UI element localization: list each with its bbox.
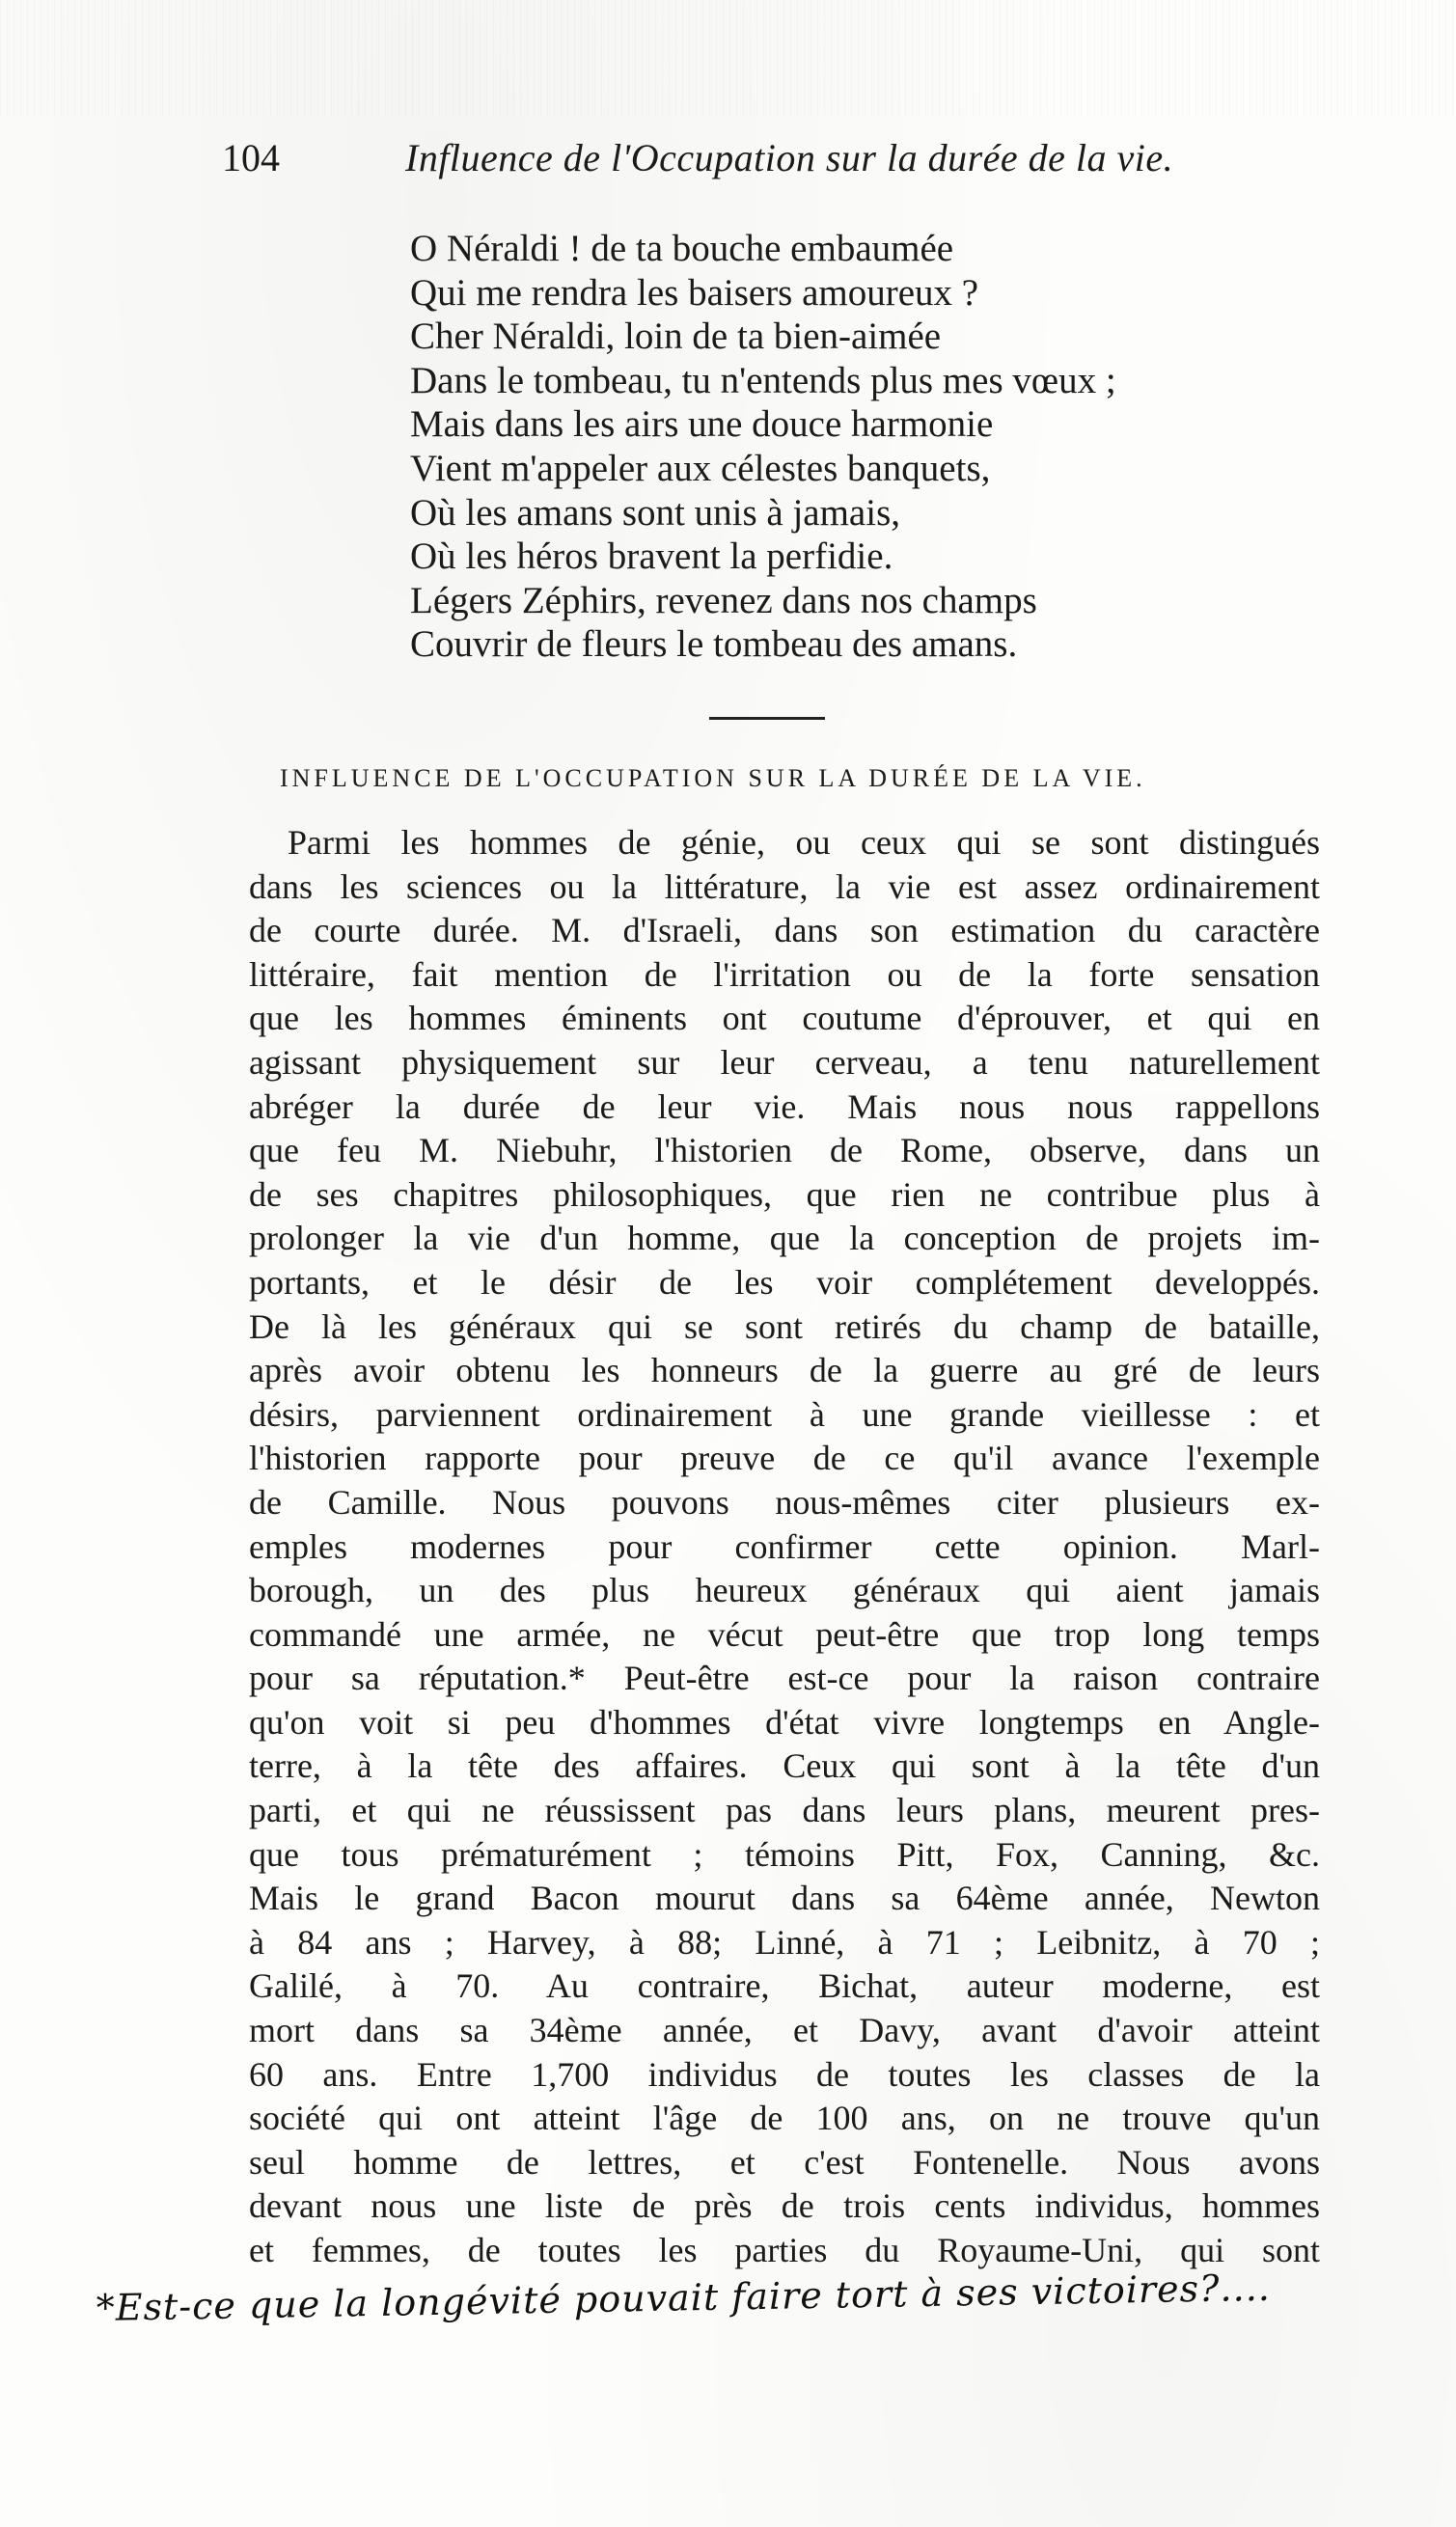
section-heading: INFLUENCE DE L'OCCUPATION SUR LA DURÉE DE LA VIE. (280, 764, 1146, 792)
running-title: Influence de l'Occupation sur la durée de la vie. (405, 136, 1174, 179)
body-line: agissant physiquement sur leur cerveau, a tenu naturellement (249, 1042, 1320, 1082)
poem-line: Où les amans sont unis à jamais, (410, 491, 901, 534)
poem-line: Légers Zéphirs, revenez dans nos champs (410, 579, 1037, 621)
poem-line: Qui me rendra les baisers amoureux ? (410, 271, 979, 314)
body-line: devant nous une liste de près de trois cents individus, hommes (249, 2186, 1320, 2226)
handwritten-footnote: *Est-ce que la longévité pouvait faire tort à ses victoires?.... (96, 2266, 1272, 2329)
poem-line: Vient m'appeler aux célestes banquets, (410, 447, 991, 489)
body-line: prolonger la vie d'un homme, que la conception de projets im- (249, 1219, 1320, 1258)
body-line: l'historien rapporte pour preuve de ce qu'il avance l'exemple (249, 1439, 1320, 1478)
body-line: que tous prématurément ; témoins Pitt, Fox, Canning, &c. (249, 1834, 1320, 1874)
body-line: borough, un des plus heureux généraux qui aient jamais (249, 1571, 1320, 1610)
body-line: et femmes, de toutes les parties du Royaume-Uni, qui sont (249, 2231, 1320, 2269)
poem-line: Cher Néraldi, loin de ta bien-aimée (410, 316, 942, 358)
body-line: terre, à la tête des affaires. Ceux qui sont à la tête d'un (249, 1746, 1320, 1786)
poem-line: O Néraldi ! de ta bouche embaumée (410, 228, 954, 269)
body-line: dans les sciences ou la littérature, la vie est assez ordinairement (249, 866, 1320, 906)
body-line: qu'on voit si peu d'hommes d'état vivre longtemps en Angle- (249, 1702, 1320, 1742)
body-line: parti, et qui ne réussissent pas dans leurs plans, meurent pres- (249, 1791, 1320, 1830)
body-line: de courte durée. M. d'Israeli, dans son estimation du caractère (249, 911, 1320, 950)
section-divider (709, 717, 825, 720)
body-paragraph (249, 821, 1320, 2273)
body-line: de Camille. Nous pouvons nous-mêmes citer plusieurs ex- (249, 1482, 1320, 1522)
poem (410, 227, 1278, 667)
poem-line: Couvrir de fleurs le tombeau des amans. (410, 623, 1018, 666)
body-line: pour sa réputation.* Peut-être est-ce pour la raison contraire (249, 1659, 1320, 1698)
body-line: Galilé, à 70. Au contraire, Bichat, auteur moderne, est (249, 1966, 1320, 2006)
body-line: commandé une armée, ne vécut peut-être que trop long temps (249, 1614, 1320, 1654)
body-line: littéraire, fait mention de l'irritation ou de la forte sensation (249, 954, 1320, 994)
body-line: mort dans sa 34ème année, et Davy, avant d'avoir atteint (249, 2011, 1320, 2050)
body-line: que les hommes éminents ont coutume d'éprouver, et qui en (249, 999, 1320, 1038)
poem-line: Mais dans les airs une douce harmonie (410, 403, 994, 446)
body-line: à 84 ans ; Harvey, à 88; Linné, à 71 ; Leibnitz, à 70 ; (249, 1922, 1320, 1962)
body-line: après avoir obtenu les honneurs de la guerre au gré de leurs (249, 1351, 1320, 1390)
body-line: désirs, parviennent ordinairement à une grande vieillesse : et (249, 1394, 1320, 1434)
scan-noise (0, 0, 1456, 116)
body-line: seul homme de lettres, et c'est Fontenelle. Nous avons (249, 2142, 1320, 2182)
body-line: De là les généraux qui se sont retirés du champ de bataille, (249, 1306, 1320, 1346)
poem-line: Où les héros bravent la perfidie. (410, 536, 893, 578)
body-line: société qui ont atteint l'âge de 100 ans, on ne trouve qu'un (249, 2099, 1320, 2138)
body-line: 60 ans. Entre 1,700 individus de toutes les classes de la (249, 2054, 1320, 2094)
page-header (222, 135, 1303, 193)
body-line: de ses chapitres philosophiques, que rien ne contribue plus à (249, 1174, 1320, 1214)
page-number: 104 (222, 136, 280, 179)
body-line: Parmi les hommes de génie, ou ceux qui se sont distingués (288, 823, 1320, 862)
poem-line: Dans le tombeau, tu n'entends plus mes vœux ; (410, 359, 1116, 401)
body-line: que feu M. Niebuhr, l'historien de Rome, observe, dans un (249, 1131, 1320, 1170)
body-line: Mais le grand Bacon mourut dans sa 64ème année, Newton (249, 1879, 1320, 1918)
body-line: abréger la durée de leur vie. Mais nous nous rappellons (249, 1086, 1320, 1126)
body-line: emples modernes pour confirmer cette opinion. Marl- (249, 1526, 1320, 1566)
body-line: portants, et le désir de les voir complétement developpés. (249, 1262, 1320, 1302)
